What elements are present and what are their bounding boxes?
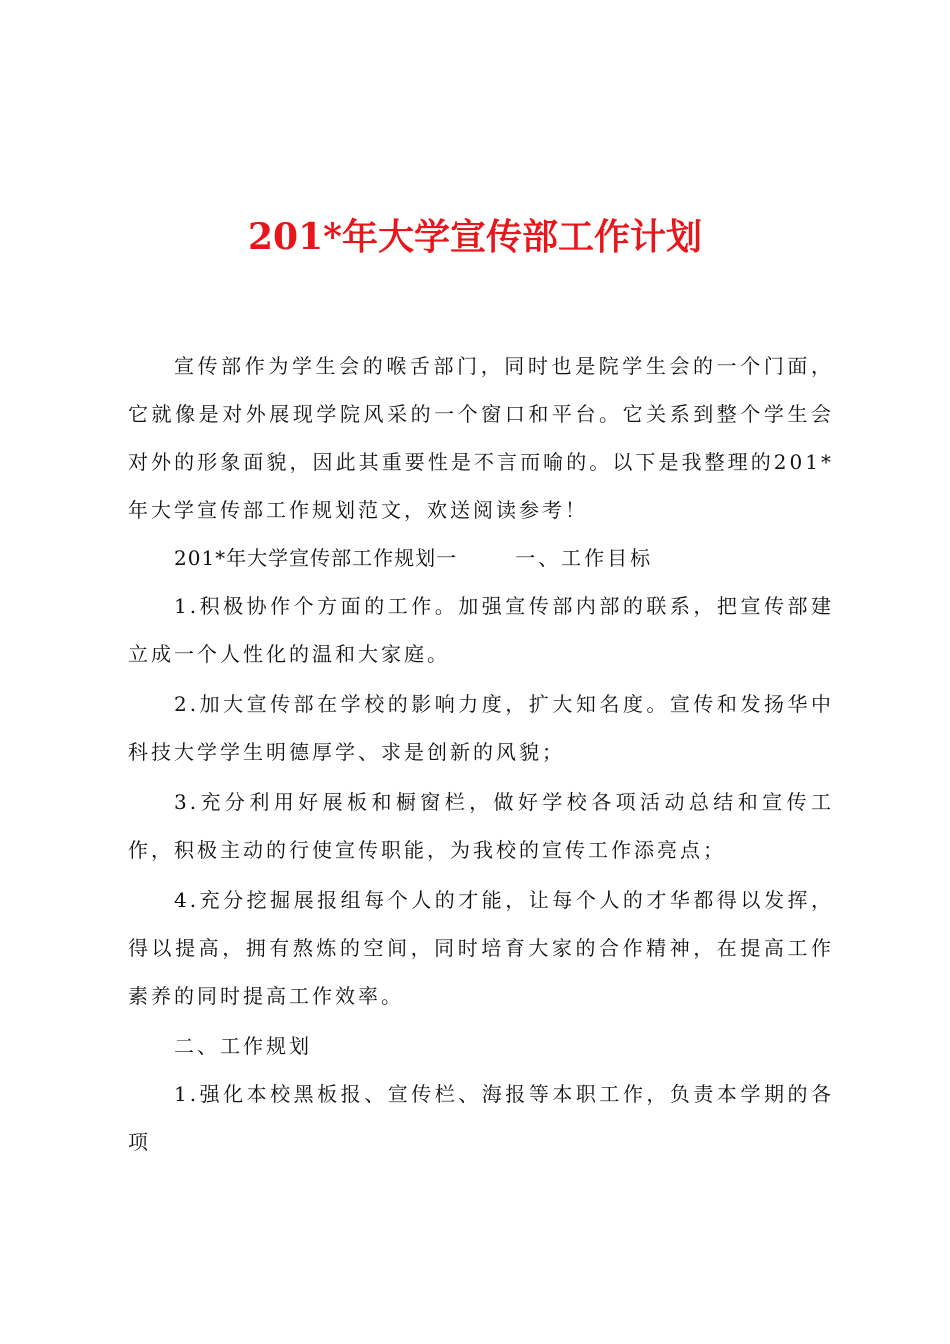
work-goals-heading: 一、工作目标 — [515, 546, 654, 570]
document-title: 201*年大学宣传部工作计划 — [248, 216, 702, 258]
plan-item-1: 1.强化本校黑板报、宣传栏、海报等本职工作，负责本学期的各项 — [128, 1082, 834, 1154]
intro-paragraph: 宣传部作为学生会的喉舌部门，同时也是院学生会的一个门面，它就像是对外展现学院风采的一个窗口和平台。它关系到整个学生会对外的形象面貌，因此其重要性是不言而喻的。以下是我整理的201*年大学宣传部工作规划范文，欢送阅读参考！ — [128, 354, 834, 522]
plan-one-heading: 201*年大学宣传部工作规划一 — [174, 546, 458, 570]
document-body — [128, 342, 834, 1166]
goal-item-2: 2.加大宣传部在学校的影响力度，扩大知名度。宣传和发扬华中科技大学学生明德厚学、求是创新的风貌； — [128, 692, 834, 764]
goal-item-3: 3.充分利用好展板和橱窗栏，做好学校各项活动总结和宣传工作，积极主动的行使宣传职能，为我校的宣传工作添亮点； — [128, 790, 834, 862]
goal-item-4: 4.充分挖掘展报组每个人的才能，让每个人的才华都得以发挥，得以提高，拥有熬炼的空间，同时培育大家的合作精神，在提高工作素养的同时提高工作效率。 — [128, 888, 834, 1008]
goal-item-1: 1.积极协作个方面的工作。加强宣传部内部的联系，把宣传部建立成一个人性化的温和大家庭。 — [128, 594, 834, 666]
section-heading-row — [128, 534, 834, 582]
work-plan-heading: 二、工作规划 — [174, 1034, 312, 1058]
